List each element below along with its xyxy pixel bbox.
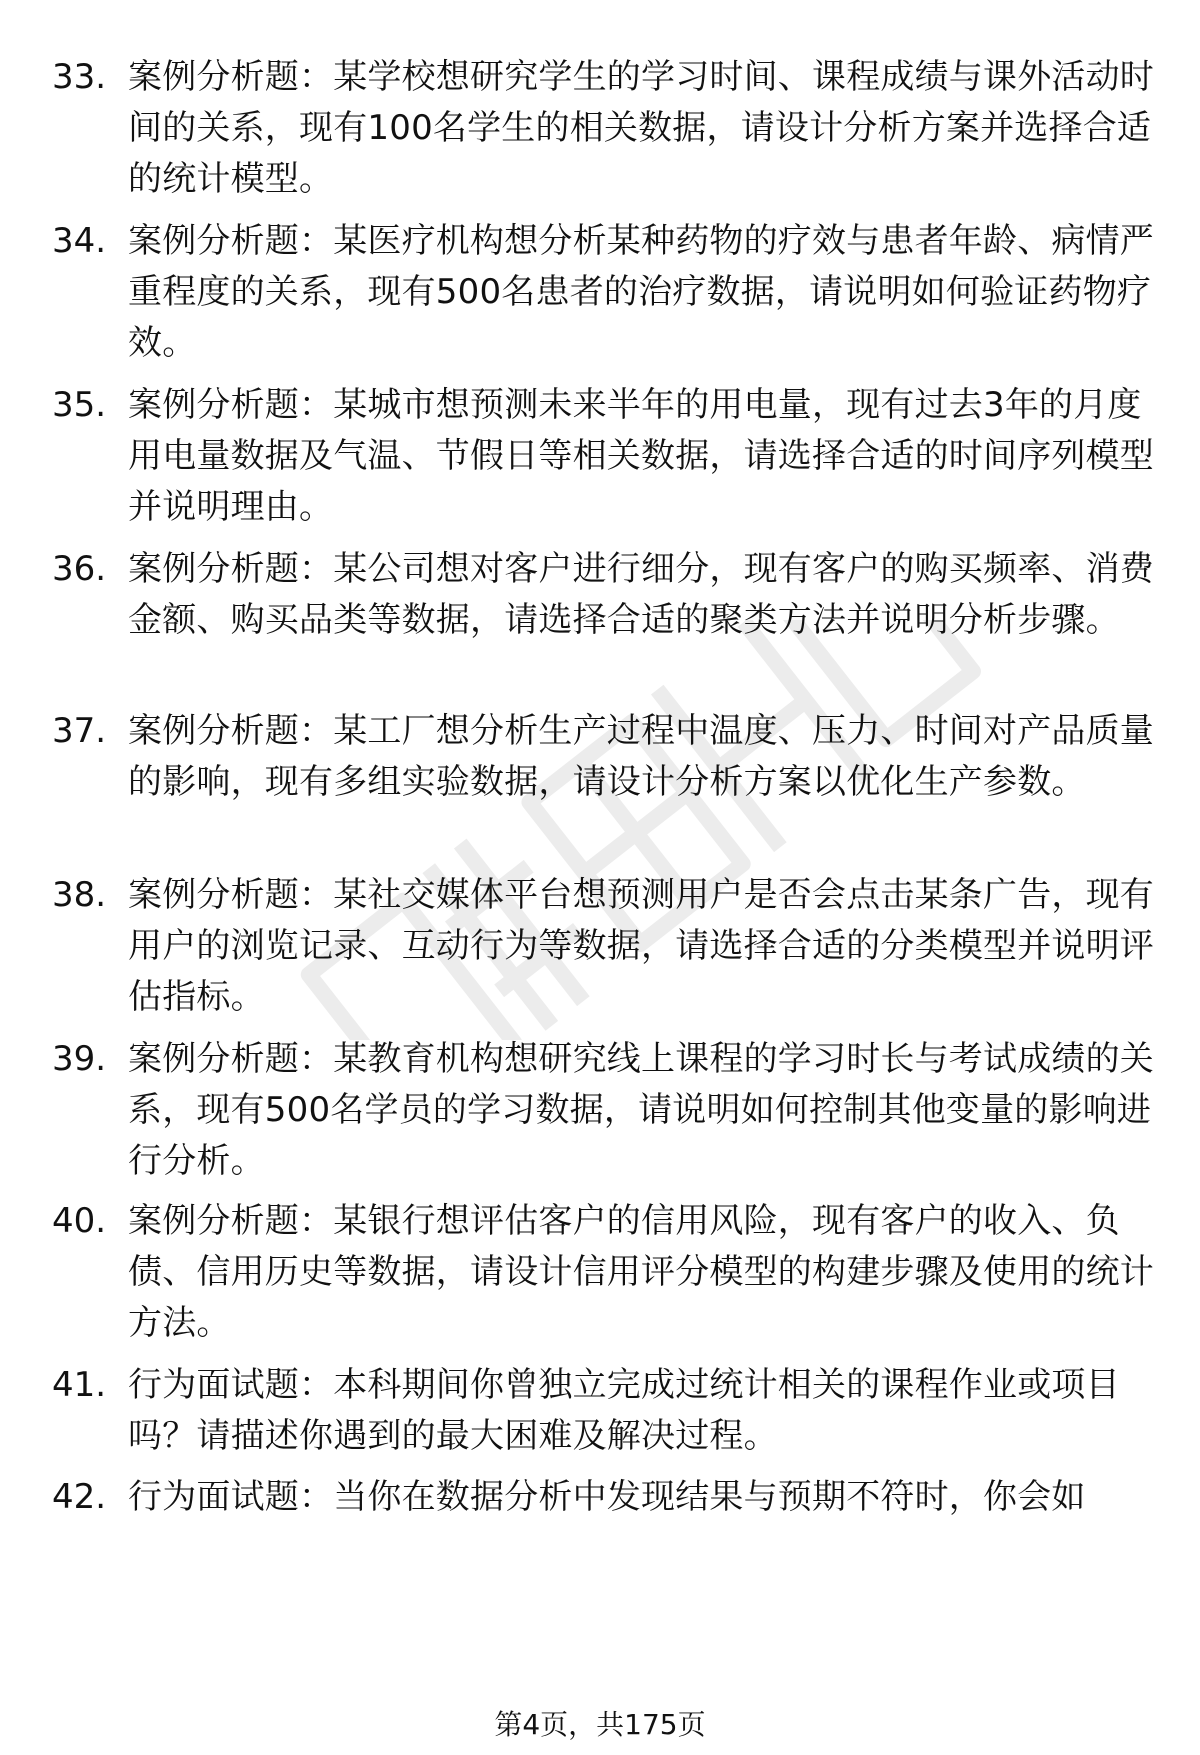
question-text: 案例分析题：某公司想对客户进行细分，现有客户的购买频率、消费金额、购买品类等数据，请选择合适的聚类方法并说明分析步骤。 <box>128 549 1154 640</box>
question-text: 案例分析题：某工厂想分析生产过程中温度、压力、时间对产品质量的影响，现有多组实验数据，请设计分析方案以优化生产参数。 <box>128 711 1154 802</box>
question-number: 37. <box>52 711 107 751</box>
question-number: 36. <box>52 549 107 589</box>
question-text: 行为面试题：本科期间你曾独立完成过统计相关的课程作业或项目吗？请描述你遇到的最大困难及解决过程。 <box>128 1365 1120 1456</box>
question-number: 40. <box>52 1201 107 1241</box>
question-number: 42. <box>52 1477 107 1517</box>
question-text: 行为面试题：当你在数据分析中发现结果与预期不符时，你会如 <box>128 1477 1086 1517</box>
question-text: 案例分析题：某医疗机构想分析某种药物的疗效与患者年龄、病情严重程度的关系，现有500名患者的治疗数据，请说明如何验证药物疗效。 <box>128 221 1154 363</box>
question-number: 35. <box>52 385 107 425</box>
question-number: 33. <box>52 57 107 97</box>
question-text: 案例分析题：某教育机构想研究线上课程的学习时长与考试成绩的关系，现有500名学员的学习数据，请说明如何控制其他变量的影响进行分析。 <box>128 1039 1154 1181</box>
question-text: 案例分析题：某城市想预测未来半年的用电量，现有过去3年的月度用电量数据及气温、节假日等相关数据，请选择合适的时间序列模型并说明理由。 <box>128 385 1154 527</box>
question-text: 案例分析题：某社交媒体平台想预测用户是否会点击某条广告，现有用户的浏览记录、互动行为等数据，请选择合适的分类模型并说明评估指标。 <box>128 875 1154 1017</box>
question-text: 案例分析题：某银行想评估客户的信用风险，现有客户的收入、负债、信用历史等数据，请设计信用评分模型的构建步骤及使用的统计方法。 <box>128 1201 1154 1343</box>
question-number: 41. <box>52 1365 107 1405</box>
question-number: 34. <box>52 221 107 261</box>
question-number: 38. <box>52 875 107 915</box>
page-footer: 第4页，共175页 <box>494 1708 706 1741</box>
question-text: 案例分析题：某学校想研究学生的学习时间、课程成绩与课外活动时间的关系，现有100名学生的相关数据，请设计分析方案并选择合适的统计模型。 <box>128 57 1154 199</box>
question-number: 39. <box>52 1039 107 1079</box>
